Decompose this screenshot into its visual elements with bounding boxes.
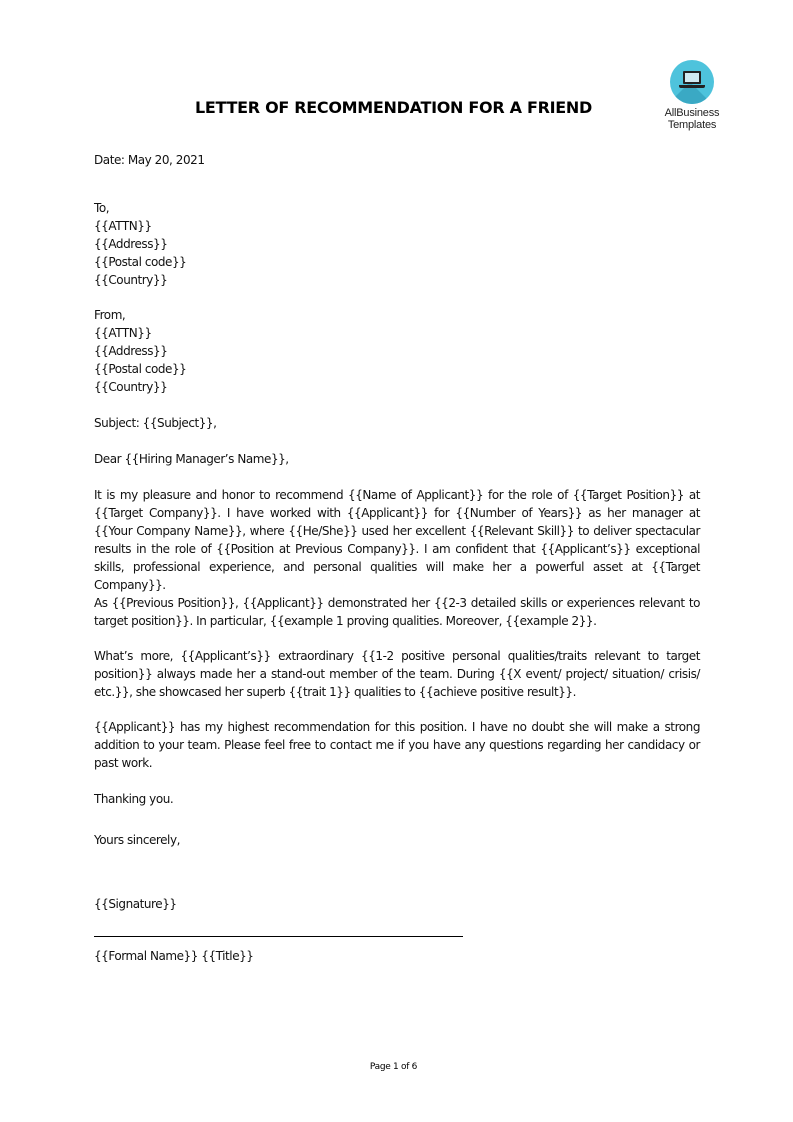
sender-block: [94, 306, 700, 396]
document-title: LETTER OF RECOMMENDATION FOR A FRIEND: [195, 98, 592, 117]
from-attn: {{ATTN}}: [94, 326, 152, 340]
to-attn: {{ATTN}}: [94, 219, 152, 233]
paragraph-3: What’s more, {{Applicant’s}} extraordinary {{1-2 positive personal qualities/traits relevant to target position}} always made her a stand-out member of the team. During {{X event/ project/ situation/ crisis/ etc.}}, she showcased her superb {{trait 1}} qualities to {{achieve positive result}}.: [94, 649, 700, 699]
logo-line-2: Templates: [667, 119, 717, 131]
to-postal-code: {{Postal code}}: [94, 255, 187, 269]
paragraph-4: {{Applicant}} has my highest recommendation for this position. I have no doubt she will make a strong addition to your team. Please feel free to contact me if you have any questions regarding her candidacy or past work.: [94, 720, 700, 770]
to-address: {{Address}}: [94, 237, 168, 251]
salutation: Dear {{Hiring Manager’s Name}},: [94, 452, 289, 466]
closing-thanks: Thanking you.: [94, 792, 174, 806]
paragraph-2: As {{Previous Position}}, {{Applicant}} demonstrated her {{2-3 detailed skills or experiences relevant to target position}}. In particular, {{example 1 proving qualities. Moreover, {{example 2}}.: [94, 596, 700, 628]
from-label: From,: [94, 308, 126, 322]
from-address: {{Address}}: [94, 344, 168, 358]
recipient-block: [94, 199, 700, 289]
to-label: To,: [94, 201, 110, 215]
from-country: {{Country}}: [94, 380, 168, 394]
logo-line-1: AllBusiness: [664, 107, 720, 119]
signature-placeholder: {{Signature}}: [94, 897, 177, 911]
paragraph-1: It is my pleasure and honor to recommend {{Name of Applicant}} for the role of {{Target Position}} at {{Target Company}}. I have worked with {{Applicant}} for {{Number of Years}} as her manager at {{Your Company Name}}, where {{He/She}} used her excellent {{Relevant Skill}} to deliver spectacular results in the role of {{Position at Previous Company}}. I am confident that {{Applicant’s}} exceptional skills, professional experience, and personal qualities will make her a powerful asset at {{Target Company}}.: [94, 488, 700, 592]
closing-sincerely: Yours sincerely,: [94, 833, 180, 847]
from-postal-code: {{Postal code}}: [94, 362, 187, 376]
date-line: Date: May 20, 2021: [94, 153, 205, 167]
formal-name-title: {{Formal Name}} {{Title}}: [94, 949, 254, 963]
page-number: Page 1 of 6: [369, 1062, 418, 1072]
subject-line: Subject: {{Subject}},: [94, 416, 217, 430]
signature-line: [94, 936, 463, 937]
to-country: {{Country}}: [94, 273, 168, 287]
